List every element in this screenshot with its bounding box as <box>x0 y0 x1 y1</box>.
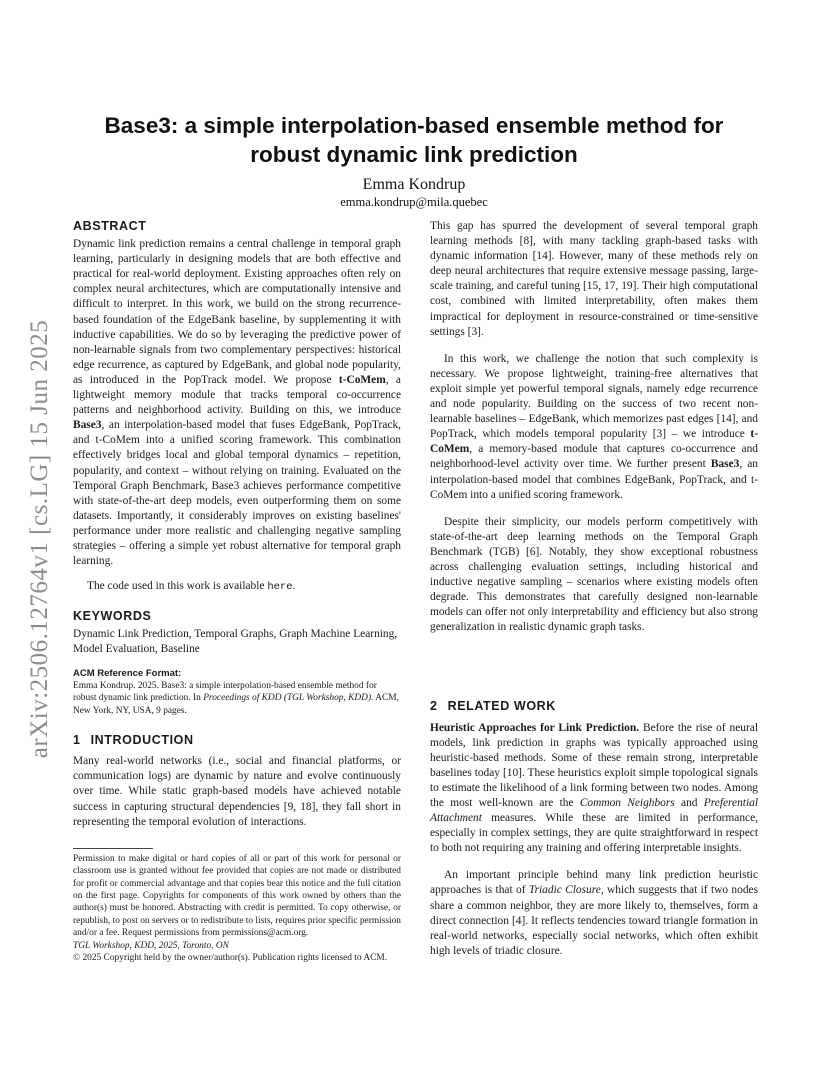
keywords-text: Dynamic Link Prediction, Temporal Graphs, Graph Machine Learning, Model Evaluation, Baseline <box>73 628 398 656</box>
intro-paragraph-2: This gap has spurred the development of several temporal graph learning methods [8], with many tackling graph-based tasks with dynamic information [14]. However, many of these methods rely on deep neural architectures that require extensive message passing, large-scale training, and careful tuning [15, 17, 19]. Their high computational cost, combined with limited interpretability, often makes them impractical for deployment in resource-constrained or time-sensitive settings [3]. <box>430 220 758 338</box>
related-paragraph-1: Heuristic Approaches for Link Prediction. Before the rise of neural models, link prediction in graphs was typically approached using heuristic-based methods. Some of these remain strong, interpretable baselines today [10]. These heuristics exploit simple topological signals to estimate the likelihood of a link forming between two nodes. Among the most well-known are the Common Neighbors and Preferential Attachment measures. While these are limited in performance, especially in complex settings, they are quite straightforward in respect to both not requiring any training and offering interpretable insights. <box>430 721 758 855</box>
intro-paragraph-3: In this work, we challenge the notion that such complexity is necessary. We propose lightweight, training-free alternatives that exploit simple yet powerful temporal signals, namely edge recurrence and node popularity. Building on the success of two recent non-learnable baselines – EdgeBank, which memorizes past edges [14], and PopTrack, which models temporal popularity [3] – we introduce t-CoMem, a memory-based module that captures co-occurrence and neighborhood-level activity over time. We further present Base3, an interpolation-based model that combines EdgeBank, PopTrack, and t-CoMem into a unified scoring framework. <box>430 352 758 501</box>
abstract-heading: ABSTRACT <box>73 219 147 233</box>
author-name: Emma Kondrup <box>362 176 466 193</box>
venue-line: TGL Workshop, KDD, 2025, Toronto, ON <box>73 940 229 951</box>
related-paragraph-2: An important principle behind many link prediction heuristic approaches is that of Triadic Closure, which suggests that if two nodes share a common neighbor, they are more likely to, themselves, form a direct connection [4]. It reflects tendencies toward triangle formation in real-world networks, especially social networks, which often exhibit high levels of triadic closure. <box>430 869 758 957</box>
left-column <box>73 219 401 964</box>
arxiv-stamp <box>22 302 58 776</box>
acm-reference <box>73 668 401 718</box>
permission-notice: Permission to make digital or hard copies of all or part of this work for personal or classroom use is granted without fee provided that copies are not made or distributed for profit or commercial advantage and that copies bear this notice and the full citation on the first page. Copyrights for components of this work owned by others than the author(s) must be honored. Abstracting with credit is permitted. To copy otherwise, or republish, to post on servers or to redistribute to lists, requires prior specific permission and/or a fee. Request permissions from permissions@acm.org. <box>73 853 401 939</box>
code-availability: The code used in this work is available here. <box>87 580 296 594</box>
footnote <box>73 848 401 965</box>
intro-paragraph-1: Many real-world networks (i.e., social and financial platforms, or communication logs) are dynamic by nature and evolve continuously over time. While static graph-based models have achieved notable success in capturing structural dependencies [9, 18], they fall short in representing the temporal evolution of interactions. <box>73 755 401 828</box>
code-link[interactable]: here <box>267 581 293 594</box>
intro-paragraph-4: Despite their simplicity, our models perform competitively with state-of-the-art deep learning methods on the Temporal Graph Benchmark (TGB) [6]. Notably, they show exceptional robustness across challenging evaluation settings, including historical and inductive negative sampling – scenarios where existing models often degrade. This demonstrates that carefully designed non-learnable models can offer not only interpretability and efficiency but also strong generalization in realistic dynamic graph tasks. <box>430 515 758 634</box>
arxiv-identifier: arXiv:2506.12764v1 [cs.LG] 15 Jun 2025 <box>26 319 53 759</box>
right-column <box>430 219 758 959</box>
copyright-line: © 2025 Copyright held by the owner/author(s). Publication rights licensed to ACM. <box>73 952 388 963</box>
acm-reference-text: Emma Kondrup. 2025. Base3: a simple interpolation-based ensemble method for robust dynamic link prediction. In Proceedings of KDD (TGL Workshop, KDD). ACM, New York, NY, USA, 9 pages. <box>73 680 399 716</box>
related-work-heading: 2 RELATED WORK <box>430 699 556 714</box>
paper-title: Base3: a simple interpolation-based ensemble method for robust dynamic link prediction <box>104 113 724 167</box>
abstract-paragraph: Dynamic link prediction remains a central challenge in temporal graph learning, particularly in designing models that are both effective and practical for real-world deployment. Existing approaches often rely on complex neural architectures, which are computationally intensive and difficult to interpret. In this work, we build on the strong recurrence-based foundation of the EdgeBank baseline, by supplementing it with inductive capabilities. We do so by leveraging the predictive power of non-learnable signals from two complementary perspectives: historical edge recurrence, as captured by EdgeBank, and global node popularity, as introduced in the PopTrack model. We propose t-CoMem, a lightweight memory module that tracks temporal co-occurrence patterns and neighborhood activity. Building on this, we introduce Base3, an interpolation-based model that fuses EdgeBank, PopTrack, and t-CoMem into a unified scoring framework. This combination effectively bridges local and global temporal dynamics – repetition, popularity, and context – without relying on training. Evaluated on the Temporal Graph Benchmark, Base3 achieves performance competitive with state-of-the-art deep models, even outperforming them on some datasets. Importantly, it considerably improves on existing baselines' performance under more realistic and challenging negative sampling strategies – offering a simple yet robust alternative for temporal graph learning. <box>73 238 401 568</box>
footnote-divider <box>73 848 153 849</box>
author-email: emma.kondrup@mila.quebec <box>340 195 488 209</box>
acm-reference-label: ACM Reference Format: <box>73 667 182 679</box>
introduction-heading: 1 INTRODUCTION <box>73 733 194 748</box>
keywords-heading: KEYWORDS <box>73 609 152 624</box>
